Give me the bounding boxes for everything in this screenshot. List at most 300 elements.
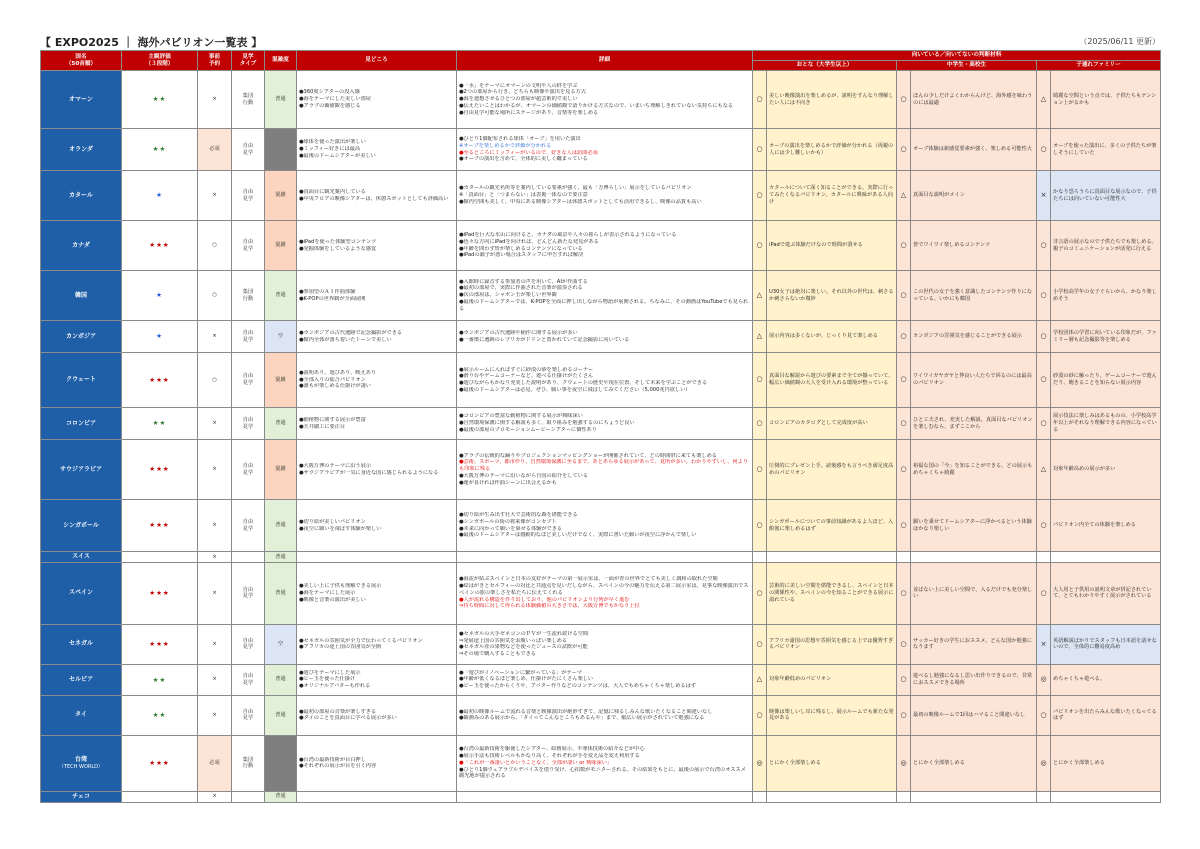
col-name: 国名 （50音順） bbox=[41, 51, 122, 71]
family-mark: ○ bbox=[1037, 129, 1051, 171]
visit-type-cell: 自由 見学 bbox=[232, 321, 265, 353]
details-cell bbox=[457, 271, 753, 321]
family-mark: ○ bbox=[1037, 321, 1051, 353]
student-comment: サッカー好きの学生におススメ。どんな国か勉強になります bbox=[911, 624, 1037, 664]
family-comment: 展示技法に楽しみはあるものの、小学校高学年以上がそれなり理解できる内容になっている bbox=[1051, 408, 1161, 440]
adult-mark: ○ bbox=[753, 71, 767, 129]
family-mark: × bbox=[1037, 171, 1051, 221]
country-name-cell bbox=[41, 500, 122, 552]
highlight-line: ●最後のドームシアターが美しい bbox=[299, 152, 376, 159]
highlights-cell bbox=[297, 271, 457, 321]
detail-line: ●一番奥に遺跡のレプリカがドドンと置かれていて記念撮影に向いている bbox=[459, 336, 630, 343]
detail-line: ●最後のドームシアターは感動的なほど美しいだけでなく、実際に書いた願いが夜空に浮かんで楽しい bbox=[459, 532, 697, 539]
highlight-line: ●海をテーマにした美しい部屋 bbox=[299, 96, 371, 103]
highlight-line: ●360度シアターの没入感 bbox=[299, 89, 360, 96]
country-name: スペイン bbox=[68, 589, 93, 597]
family-mark: ○ bbox=[1037, 271, 1051, 321]
country-name: コロンビア bbox=[65, 419, 96, 427]
detail-line: ●次の部屋は、シャボン玉が楽しい世界観 bbox=[459, 292, 557, 299]
country-name: カンボジア bbox=[65, 332, 96, 340]
details-cell bbox=[457, 129, 753, 171]
table-row bbox=[41, 500, 1161, 552]
rating-stars bbox=[122, 552, 198, 563]
crowd-level-cell: 混雑 bbox=[265, 440, 297, 500]
student-comment: 裕福な国の「今」を知ることができる。どの展示もめちゃくちゃ綺麗 bbox=[911, 440, 1037, 500]
student-mark: △ bbox=[897, 171, 911, 221]
detail-line: ●未来に向かって願いを乗せる体験ができる bbox=[459, 525, 563, 532]
highlights-cell bbox=[297, 71, 457, 129]
country-name: スイス bbox=[72, 553, 90, 560]
rating-stars: ★★★ bbox=[122, 440, 198, 500]
student-mark: ○ bbox=[897, 71, 911, 129]
student-comment bbox=[911, 791, 1037, 802]
detail-line: ●ビー玉を使ったからくりや、アバター作りなどのコンテンツは、大人でもめちゃくちゃ楽しめるはず bbox=[459, 683, 696, 690]
adult-mark: ○ bbox=[753, 129, 767, 171]
adult-mark bbox=[753, 552, 767, 563]
crowd-level-cell: 空 bbox=[265, 624, 297, 664]
student-comment: ほんの少しだけよくわからんけど、海外感を味わうのには最適 bbox=[911, 71, 1037, 129]
rating-stars: ★★★ bbox=[122, 562, 198, 624]
country-name-cell bbox=[41, 552, 122, 563]
crowd-level-cell: 普通 bbox=[265, 552, 297, 563]
student-comment: ワイワイガヤガヤと仲良い人たちで回るのには最高のパビリオン bbox=[911, 353, 1037, 408]
detail-line: ※オーブを楽しめるかで評価が分かれる bbox=[459, 142, 552, 149]
detail-line: ●至るところにミッフィーがいるので、好きな人は訪問必須 bbox=[459, 149, 598, 156]
detail-line: ●台湾の最新技術を駆使したシアター、絵画展示、半導体技術の紹介などが中心 bbox=[459, 746, 645, 753]
col-rating: 主観評価 （３段階） bbox=[122, 51, 198, 71]
highlights-cell bbox=[297, 440, 457, 500]
col-highlights: 見どころ bbox=[297, 51, 457, 71]
detail-line: ●人が流れる構造を作り出しており、他のパビリオンより行列が早く進む bbox=[459, 596, 630, 603]
highlight-line: ●遊びをテーマにした展示 bbox=[299, 669, 361, 676]
detail-line: ●「これが一番凄いとかいうことなく、全部が凄い or 興味深い」 bbox=[459, 759, 613, 766]
country-name-cell bbox=[41, 624, 122, 664]
detail-line: ●年齢が低くなるほど楽しめ、仕掛けがたにくさん楽しい bbox=[459, 676, 594, 683]
highlight-line: ●美しい上に子供も理解できる展示 bbox=[299, 583, 382, 590]
crowd-level-cell bbox=[265, 129, 297, 171]
highlights-cell bbox=[297, 221, 457, 271]
country-name-cell bbox=[41, 735, 122, 791]
rating-stars: ★★★ bbox=[122, 221, 198, 271]
rating-stars: ★★ bbox=[122, 664, 198, 695]
student-mark bbox=[897, 791, 911, 802]
country-name-cell bbox=[41, 221, 122, 271]
adult-mark: ○ bbox=[753, 221, 767, 271]
country-name-cell bbox=[41, 440, 122, 500]
highlight-line: ●アフリカの途上国の雰囲気が全開 bbox=[299, 644, 382, 651]
crowd-level-cell: 混雑 bbox=[265, 221, 297, 271]
detail-line: ●カンボジアの古代遺跡や稲作に関する展示が多い bbox=[459, 329, 578, 336]
adult-comment: 対象年齢低めのパビリオン bbox=[767, 664, 897, 695]
country-name: カナダ bbox=[72, 241, 90, 249]
pavilion-table bbox=[40, 50, 1161, 803]
adult-mark: △ bbox=[753, 271, 767, 321]
detail-line: ●最初の部屋で、実際に作曲された音楽が演奏される bbox=[459, 285, 583, 292]
family-mark: ◎ bbox=[1037, 735, 1051, 791]
student-mark: ○ bbox=[897, 221, 911, 271]
table-row bbox=[41, 321, 1161, 353]
country-name-cell bbox=[41, 171, 122, 221]
adult-comment: コロンビアのカタログとして完成度が高い bbox=[767, 408, 897, 440]
country-name-cell bbox=[41, 271, 122, 321]
student-mark bbox=[897, 552, 911, 563]
country-name: 韓国 bbox=[74, 291, 87, 299]
detail-line: ●最後のドームシアターは必見。ぜひ、願い事を夜空に飛ばしてみてください（5,000兆円欲しい） bbox=[459, 386, 691, 393]
detail-line: ●最後のドームシアターでは、K-POPを全面に押し出しながら物語が展開される。ちなみに、その動画はYouTubeでも見られる bbox=[459, 298, 749, 312]
reservation-cell: 必須 bbox=[198, 735, 232, 791]
detail-line: ●シンガポールの街の将来像がコンセプト bbox=[459, 518, 557, 525]
family-mark: △ bbox=[1037, 71, 1051, 129]
highlight-line: ●海をテーマにした展示 bbox=[299, 589, 356, 596]
country-name: クウェート bbox=[66, 376, 96, 384]
family-comment: オーブを使った演出に、多くの子供たちが楽しそうにしていた bbox=[1051, 129, 1161, 171]
reservation-cell: × bbox=[198, 695, 232, 735]
country-name: セネガル bbox=[68, 640, 93, 648]
highlight-line: ●館内全体が落ち着いたトーンで美しい bbox=[299, 336, 392, 343]
detail-line: ●年齢を問わず皆が楽しめるコンテンツになっている bbox=[459, 245, 583, 252]
family-mark: × bbox=[1037, 624, 1051, 664]
adult-comment: 展示内容は多くないが、じっくり見て楽しめる bbox=[767, 321, 897, 353]
family-mark: ○ bbox=[1037, 562, 1051, 624]
col-adult: おとな（大学生以上） bbox=[753, 61, 897, 71]
adult-mark: ○ bbox=[753, 440, 767, 500]
family-comment: 砂漠の砂に触ったり、ゲームコーナーで遊んだり、飽きることを知らない展示内容 bbox=[1051, 353, 1161, 408]
rating-stars: ★ bbox=[122, 321, 198, 353]
crowd-level-cell: 混雑 bbox=[265, 353, 297, 408]
adult-mark: ○ bbox=[753, 624, 767, 664]
highlight-line: ●球体を使った演出が楽しい bbox=[299, 139, 366, 146]
detail-line: ●芸術、スポーツ、都市作り、自然環境保護に至るまで、あとあらゆる展示があって、見所が多い。わかりやすいし、何よりも印象に残る bbox=[459, 459, 749, 473]
detail-line: ●展示ルームに入ればすぐに砂漠の砂を楽しめるコーナー bbox=[459, 366, 594, 373]
detail-line: ●ひとり1個配布される球体「オーブ」を用いた演出 bbox=[459, 136, 581, 142]
details-cell bbox=[457, 552, 753, 563]
adult-mark: ○ bbox=[753, 353, 767, 408]
table-body bbox=[41, 71, 1161, 803]
country-name-cell bbox=[41, 664, 122, 695]
visit-type-cell: 集団 行動 bbox=[232, 71, 265, 129]
student-comment: とにかく全部楽しめる bbox=[911, 735, 1037, 791]
country-name: タイ bbox=[75, 711, 87, 719]
table-row bbox=[41, 221, 1161, 271]
crowd-level-cell: 普通 bbox=[265, 71, 297, 129]
details-cell bbox=[457, 171, 753, 221]
details-cell bbox=[457, 408, 753, 440]
family-comment: 非言語の展示なので子供たちでも楽しめる。親子のコミュニケーションが活発に行える bbox=[1051, 221, 1161, 271]
highlights-cell bbox=[297, 408, 457, 440]
adult-mark: ○ bbox=[753, 500, 767, 552]
family-comment: 学校団体の学習に向いている印象だが、ファミリー層も記念撮影等を楽しめる bbox=[1051, 321, 1161, 353]
family-comment: パビリオンを出たらみんな歌いたくなってるはず bbox=[1051, 695, 1161, 735]
update-date: （2025/06/11 更新） bbox=[1079, 37, 1160, 46]
adult-comment: シンガポールについての事前知識があるよ人ほど、入館後に楽しめるはず bbox=[767, 500, 897, 552]
adult-comment: カタールについて深く知ることができる。実際に行ってみたくなるパビリオン。カタールに興味がある人向け bbox=[767, 171, 897, 221]
highlights-cell bbox=[297, 562, 457, 624]
details-cell bbox=[457, 695, 753, 735]
family-comment: 大人用と子供用の説明文章が併記されていて、とてもわかりやすく展示がされている bbox=[1051, 562, 1161, 624]
details-cell bbox=[457, 664, 753, 695]
rating-stars bbox=[122, 791, 198, 802]
family-mark: △ bbox=[1037, 440, 1051, 500]
adult-comment bbox=[767, 552, 897, 563]
student-mark: ○ bbox=[897, 562, 911, 624]
detail-line: ●セネガルの大手ゼネコンのＰＶが一生流れ続ける空間 bbox=[459, 630, 589, 637]
reservation-cell: 必須 bbox=[198, 129, 232, 171]
country-name: オランダ bbox=[69, 145, 93, 153]
student-mark: ○ bbox=[897, 500, 911, 552]
detail-line: ●海流が結ぶスペインと日本の友好がテーマの第一展示室は、一面が青の世界でとても美しく調和の取れた空間 bbox=[459, 576, 718, 583]
crowd-level-cell: 普通 bbox=[265, 664, 297, 695]
visit-type-cell: 自由 見学 bbox=[232, 353, 265, 408]
student-mark: ○ bbox=[897, 440, 911, 500]
detail-line: ●カタールの観光名所等を案内している要素が強く、最も「万博らしい」展示をしているパビリオン bbox=[459, 185, 692, 192]
detail-line: ●館内空間も美しく、中央にある映像シアターは休憩スポットとしても活用できるし、映像の品質も高い bbox=[459, 198, 702, 205]
student-mark: ○ bbox=[897, 353, 911, 408]
reservation-cell: × bbox=[198, 664, 232, 695]
reservation-cell: × bbox=[198, 791, 232, 802]
detail-line: ⇒その場で購入することもできる bbox=[459, 651, 536, 658]
visit-type-cell: 自由 見学 bbox=[232, 562, 265, 624]
details-cell bbox=[457, 353, 753, 408]
details-cell bbox=[457, 221, 753, 271]
details-cell bbox=[457, 562, 753, 624]
highlights-cell bbox=[297, 552, 457, 563]
visit-type-cell: 自由 見学 bbox=[232, 221, 265, 271]
visit-type-cell: 自由 見学 bbox=[232, 500, 265, 552]
family-mark: ○ bbox=[1037, 221, 1051, 271]
visit-type-cell: 集団 行動 bbox=[232, 735, 265, 791]
rating-stars: ★★★ bbox=[122, 353, 198, 408]
student-comment: 皆でワイワイ楽しめるコンテンツ bbox=[911, 221, 1037, 271]
highlights-cell bbox=[297, 791, 457, 802]
reservation-cell: × bbox=[198, 71, 232, 129]
country-name: サウジアラビア bbox=[59, 465, 102, 473]
country-name-cell bbox=[41, 321, 122, 353]
adult-comment: とにかく全部楽しめる bbox=[767, 735, 897, 791]
reservation-cell: × bbox=[198, 552, 232, 563]
student-comment: カンボジアの雰囲気を感じることができる展示 bbox=[911, 321, 1037, 353]
country-name-cell bbox=[41, 408, 122, 440]
country-name-cell bbox=[41, 353, 122, 408]
student-mark: ○ bbox=[897, 129, 911, 171]
adult-mark: ○ bbox=[753, 562, 767, 624]
detail-line: ●遊びながらもかなり充実した説明があり、クウェートの歴史や現在位置、そして未来を学ぶことができる bbox=[459, 380, 708, 386]
highlights-cell bbox=[297, 129, 457, 171]
family-mark bbox=[1037, 791, 1051, 802]
detail-line: ●セネガル産の果物などを使ったジュースの試飲が可能 bbox=[459, 644, 588, 651]
visit-type-cell: 自由 見学 bbox=[232, 408, 265, 440]
detail-line: ●大阪万博のテーマに沿いながら自国の紹介をしている bbox=[459, 472, 589, 479]
adult-comment: アフリカ諸国の思想や雰囲気を感じる上では優秀すぎるパビリオン bbox=[767, 624, 897, 664]
col-audience-group: 向いている／向いてないの判断材料 bbox=[753, 51, 1161, 61]
table-row bbox=[41, 353, 1161, 408]
detail-line: ●切り絵が生み出す壮大で芸術的な森を堪能できる bbox=[459, 512, 578, 518]
adult-comment bbox=[767, 791, 897, 802]
detail-line: ●色々な方向にiPadを向ければ、どんどん新たな発見がある bbox=[459, 238, 599, 245]
country-name-cell bbox=[41, 71, 122, 129]
student-mark: ○ bbox=[897, 321, 911, 353]
visit-type-cell: 自由 見学 bbox=[232, 171, 265, 221]
rating-stars: ★★★ bbox=[122, 500, 198, 552]
reservation-cell: ○ bbox=[198, 353, 232, 408]
family-comment: 対象年齢高めの展示が多い bbox=[1051, 440, 1161, 500]
family-comment: 綺麗な空間という点では、子供たちもテンション上がるかも bbox=[1051, 71, 1161, 129]
highlight-line: ●最初の部屋の音楽が楽しすぎる bbox=[299, 708, 377, 715]
highlights-cell bbox=[297, 735, 457, 791]
reservation-cell: × bbox=[198, 624, 232, 664]
reservation-cell: × bbox=[198, 408, 232, 440]
detail-line: ●滑り台やゲームコーナーなど、遊べる仕掛けがたくさん bbox=[459, 373, 594, 380]
detail-line: ●iPadを巨大な氷山に向けると、カナダの風景や人々の暮らしが表示されるようになっている bbox=[459, 232, 677, 238]
detail-line: ●最後の部屋のプロモーションムービーシアターに個性あり bbox=[459, 426, 597, 433]
table-row bbox=[41, 562, 1161, 624]
col-reservation: 事前 予約 bbox=[198, 51, 232, 71]
crowd-level-cell bbox=[265, 735, 297, 791]
rating-stars: ★★ bbox=[122, 71, 198, 129]
detail-line: ●絵はがきとセルフィーの対比と共通点を見いだしながら、スペインの今の魅力を伝える第二展示室は、見事な映像演出でスペインの旅の楽しさを私たちに伝えてくれる bbox=[459, 583, 749, 596]
col-family: 子連れファミリー bbox=[1037, 61, 1161, 71]
highlight-line: ●ビー玉を使った仕掛け bbox=[299, 676, 356, 683]
page-header bbox=[40, 34, 1160, 48]
visit-type-cell: 集団 行動 bbox=[232, 271, 265, 321]
country-name-cell bbox=[41, 695, 122, 735]
table-header bbox=[41, 51, 1161, 71]
detail-line: ●海を連想させるひとつの部屋が超芸術的で美しい bbox=[459, 96, 578, 103]
highlight-line: ●カンボジアの古代遺跡で記念撮影ができる bbox=[299, 329, 403, 336]
rating-stars: ★★ bbox=[122, 695, 198, 735]
table-row bbox=[41, 440, 1161, 500]
adult-comment: iPadで遊ぶ体験だけなので時間が潰せる bbox=[767, 221, 897, 271]
highlights-cell bbox=[297, 500, 457, 552]
table-row bbox=[41, 129, 1161, 171]
detail-line: ●自然環境保護に関する解説も多く、取り組みを勉強するのにちょうど良い bbox=[459, 420, 635, 427]
detail-line: ●コロンビアの豊富な動植物に関する展示が興味深い bbox=[459, 413, 583, 420]
rating-stars: ★★ bbox=[122, 129, 198, 171]
family-comment bbox=[1051, 552, 1161, 563]
table-row bbox=[41, 408, 1161, 440]
details-cell bbox=[457, 791, 753, 802]
detail-line: ●伝えたいことはわかるが、オマーンの価値観で語りかける方式なので、いまいち理解しきれていない気持ちにもなる bbox=[459, 102, 734, 109]
details-cell bbox=[457, 71, 753, 129]
reservation-cell: × bbox=[198, 500, 232, 552]
highlight-line: ●説明あり、遊びあり、映えあり bbox=[299, 369, 377, 376]
highlight-line: ●ミッフィー好きには最高 bbox=[299, 146, 361, 153]
crowd-level-cell: 普通 bbox=[265, 408, 297, 440]
highlight-line: ●参加型のＡＩ作曲体験 bbox=[299, 288, 356, 295]
student-comment: 並ばない上に美しい空間で、入るだけでも充分楽しい bbox=[911, 562, 1037, 624]
adult-mark: ○ bbox=[753, 171, 767, 221]
adult-mark: ○ bbox=[753, 408, 767, 440]
student-comment: オーブ体験は新感覚要素が強く、楽しめる可能性大 bbox=[911, 129, 1037, 171]
highlight-line: ●大阪万博のテーマに沿う展示 bbox=[299, 462, 371, 469]
detail-line: ●自由見学可能な場所にステージがあり、音楽等を楽しめる bbox=[459, 109, 599, 116]
reservation-cell: × bbox=[198, 562, 232, 624]
family-comment: めちゃくちゃ遊べる。 bbox=[1051, 664, 1161, 695]
detail-line: ⇒待ち時間に対して得られる体験価値の大きさでは、大阪万博でもかなり上位 bbox=[459, 603, 640, 610]
student-mark: ○ bbox=[897, 695, 911, 735]
adult-mark: ○ bbox=[753, 695, 767, 735]
highlights-cell bbox=[297, 624, 457, 664]
highlight-line: ●夜空に願いを飛ばす体験が楽しい bbox=[299, 525, 382, 532]
visit-type-cell: 自由 見学 bbox=[232, 129, 265, 171]
crowd-level-cell: 普通 bbox=[265, 791, 297, 802]
highlight-line: ●K-POPの世界観が全面展開 bbox=[299, 295, 366, 302]
student-comment: 願いを乗せてドームシアターに浮かべるという体験はかなり楽しい bbox=[911, 500, 1037, 552]
country-name: 台湾 bbox=[74, 756, 87, 764]
detail-line: ●最初の映像ルームで流れる音楽と映像演出が絶妙すぎて、記憶に残るしみんな歌いたくなること間違いなし bbox=[459, 708, 713, 715]
details-cell bbox=[457, 735, 753, 791]
visit-type-cell bbox=[232, 552, 265, 563]
detail-line: ※「真面目」と「つまらない」は表裏一体なので要注意 bbox=[459, 192, 588, 199]
rating-stars: ★ bbox=[122, 171, 198, 221]
family-mark bbox=[1037, 552, 1051, 563]
crowd-level-cell: 普通 bbox=[265, 562, 297, 624]
adult-mark: ◎ bbox=[753, 735, 767, 791]
highlights-cell bbox=[297, 664, 457, 695]
adult-mark bbox=[753, 791, 767, 802]
highlights-cell bbox=[297, 171, 457, 221]
col-crowd: 混雑度 bbox=[265, 51, 297, 71]
reservation-cell: ○ bbox=[198, 271, 232, 321]
highlight-line: ●オリジナルアバターも作れる bbox=[299, 683, 371, 690]
crowd-level-cell: 普通 bbox=[265, 695, 297, 735]
visit-type-cell: 自由 見学 bbox=[232, 664, 265, 695]
rating-stars: ★★ bbox=[122, 408, 198, 440]
detail-line: ●「遊びがイノベーションに繋がっている」がテーマ bbox=[459, 669, 583, 676]
country-name: カタール bbox=[69, 191, 93, 199]
country-name: オマーン bbox=[69, 95, 93, 103]
adult-comment: 圧倒的にプレゼン上手。読後感をも言うべき満足度高めのパビリオン bbox=[767, 440, 897, 500]
highlight-line: ●映像と音楽の演出が美しい bbox=[299, 596, 366, 603]
adult-comment: 美しい映像演出を楽しめるが、説明をすんなり理解したい人には不向き bbox=[767, 71, 897, 129]
family-comment: パビリオン内全ての体験を楽しめる bbox=[1051, 500, 1161, 552]
reservation-cell: × bbox=[198, 321, 232, 353]
visit-type-cell: 自由 見学 bbox=[232, 624, 265, 664]
table-row bbox=[41, 664, 1161, 695]
country-name-cell bbox=[41, 562, 122, 624]
adult-comment: 映像は楽しいし耳に残るし、展示ルームでも新たな発見がある bbox=[767, 695, 897, 735]
country-name-cell bbox=[41, 129, 122, 171]
table-row bbox=[41, 791, 1161, 802]
country-name-cell bbox=[41, 791, 122, 802]
highlight-line: ●動植物に関する展示が豊富 bbox=[299, 416, 366, 423]
adult-comment: 芸術的に美しい空間を堪能できるし、スペインと日本の関係性や、スペインの今を知ることができる展示に溢れている bbox=[767, 562, 897, 624]
student-mark: ○ bbox=[897, 624, 911, 664]
family-mark: ○ bbox=[1037, 695, 1051, 735]
highlight-line: ●セネガルの雰囲気が全力で伝わってくるパビリオン bbox=[299, 637, 423, 644]
family-mark: ○ bbox=[1037, 353, 1051, 408]
detail-line: ●アラブの伝統的な踊りやプロジェクションマッピングショーが開催されていて、どの時間帯に来ても楽しめる bbox=[459, 452, 717, 459]
detail-line: ⇒発展途上国の雰囲気をお腹いっぱい楽しめる bbox=[459, 637, 568, 644]
col-details: 詳細 bbox=[457, 51, 753, 71]
details-cell bbox=[457, 624, 753, 664]
student-comment: 真面目な説明がメイン bbox=[911, 171, 1037, 221]
highlight-line: ●iPadを使った体験型コンテンツ bbox=[299, 238, 377, 245]
details-cell bbox=[457, 321, 753, 353]
detail-line: ●ひとり1個ウェアラブルデバイスを借り受け、心拍数がモニターされる。その結果をもとに、最後の展示で台湾のオススメ観光地が提示される bbox=[459, 766, 746, 780]
family-comment: 小学校高学年の女子ぐらいから、かなり楽しめそう bbox=[1051, 271, 1161, 321]
page-title: 【 EXPO2025 ｜ 海外パビリオン一覧表 】 bbox=[40, 36, 263, 49]
highlight-line: ●切り絵が美しいパビリオン bbox=[299, 518, 366, 525]
detail-line: ●「水」をテーマにオマーンの文明や人の絆を学ぶ bbox=[459, 82, 578, 89]
table-row bbox=[41, 624, 1161, 664]
detail-line: ●オーブの演出を含めて、全体的に美しく纏まっている bbox=[459, 156, 588, 163]
family-comment: とにかく全部楽しめる bbox=[1051, 735, 1161, 791]
visit-type-cell bbox=[232, 791, 265, 802]
family-comment bbox=[1051, 791, 1161, 802]
details-cell bbox=[457, 440, 753, 500]
student-comment: 遊べるし勉強になるし思い出作りできるので、非常におススメできる場所 bbox=[911, 664, 1037, 695]
student-mark: ○ bbox=[897, 408, 911, 440]
